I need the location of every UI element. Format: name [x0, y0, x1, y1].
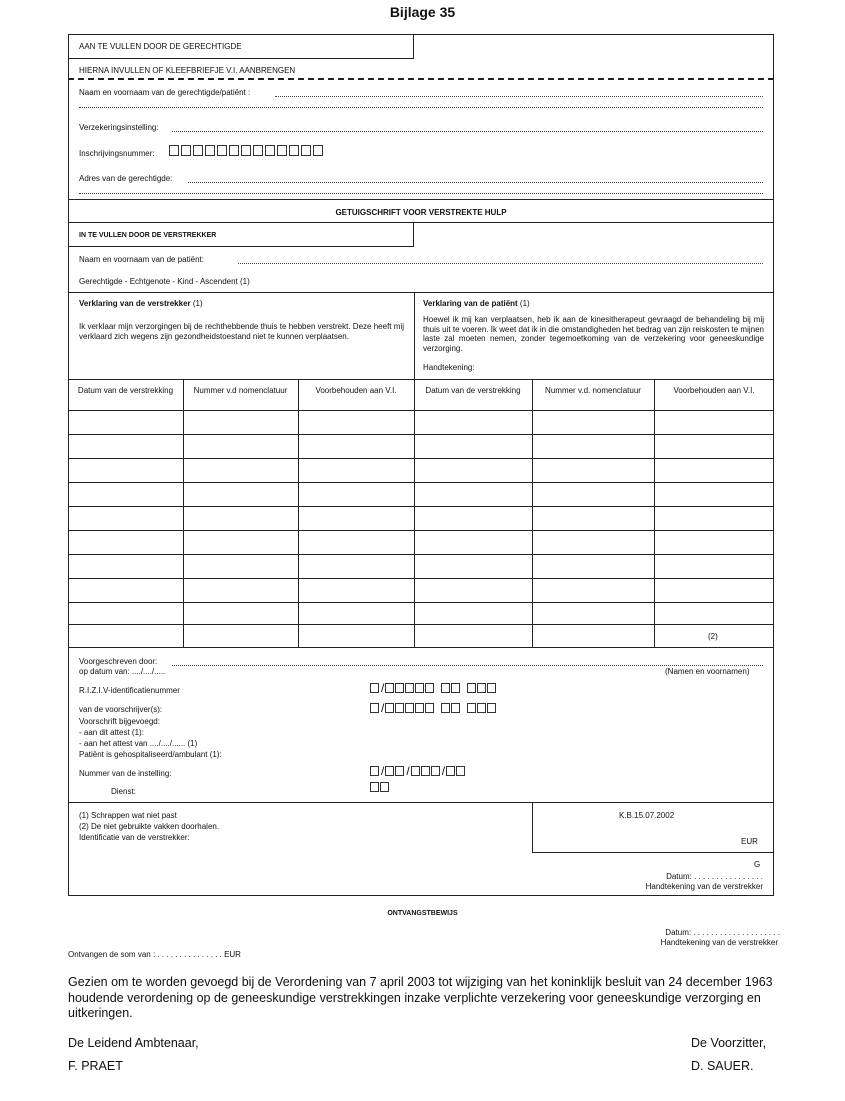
registration-number-boxes[interactable] [169, 145, 325, 156]
table-row[interactable] [68, 458, 774, 459]
prescribed-by-label: Voorgeschreven door: [79, 657, 158, 666]
right-signatory-role: De Voorzitter, [691, 1036, 767, 1050]
provider-identification-label: Identificatie van de verstrekker: [79, 833, 190, 842]
prescriber-number-boxes[interactable]: / [370, 701, 497, 715]
received-sum-label: Ontvangen de som van : . . . . . . . . . . . . . . . EUR [68, 950, 241, 959]
table-row[interactable] [68, 434, 774, 435]
table-row[interactable] [68, 482, 774, 483]
decree-text: Gezien om te worden gevoegd bij de Verordening van 7 april 2003 tot wijziging van het koninklijk besluit van 24 december 1963 houdende verordening op de geneeskundige verstrekkingen inzake verplichte verzekering voor geneeskundige verzorging en uitkeringen. [68, 975, 773, 1020]
col-header-reserved-1: Voorbehouden aan V.I. [315, 386, 397, 395]
institution-number-boxes[interactable]: / / / [370, 764, 466, 778]
provider-date-label: Datum: . . . . . . . . . . . . . . . . [666, 872, 763, 881]
prescription-date: op datum van: ..../..../..... [79, 667, 166, 676]
table-row[interactable] [68, 624, 774, 625]
certificate-heading: GETUIGSCHRIFT VOOR VERSTREKTE HULP [335, 208, 507, 217]
table-row[interactable] [68, 554, 774, 555]
prescribed-by-field[interactable] [172, 665, 763, 666]
royal-decree-ref: K.B.15.07.2002 [619, 811, 675, 820]
beneficiary-name-field[interactable] [275, 96, 763, 97]
service-number-boxes[interactable] [370, 782, 390, 792]
patient-name-field[interactable] [238, 263, 763, 264]
sticker-dashed-border [68, 78, 774, 80]
insurer-field[interactable] [172, 131, 763, 132]
col-header-date-2: Datum van de verstrekking [425, 386, 521, 395]
prescription-attached-label: Voorschrift bijgevoegd: [79, 717, 160, 726]
insurer-label: Verzekeringsinstelling: [79, 123, 159, 132]
right-signatory-name: D. SAUER. [691, 1059, 754, 1073]
left-signatory-role: De Leidend Ambtenaar, [68, 1036, 199, 1050]
receipt-signature-label: Handtekening van de verstrekker [660, 938, 778, 947]
col-header-reserved-2: Voorbehouden aan V.I. [673, 386, 755, 395]
receipt-date-label: Datum: . . . . . . . . . . . . . . . . . . . . [665, 928, 780, 937]
address-field[interactable] [188, 182, 763, 183]
beneficiary-tab-label: AAN TE VULLEN DOOR DE GERECHTIGDE [79, 42, 242, 51]
riziv-label: R.I.Z.I.V-identificatienummer [79, 686, 180, 695]
registration-label: Inschrijvingsnummer: [79, 149, 155, 158]
beneficiary-name-label: Naam en voornaam van de gerechtigde/patiënt : [79, 88, 251, 97]
sticker-label: HIERNA INVULLEN OF KLEEFBRIEFJE V.I. AANBRENGEN [79, 66, 296, 75]
col-header-date-1: Datum van de verstrekking [77, 386, 174, 395]
provider-declaration-text: Ik verklaar mijn verzorgingen bij de rechthebbende thuis te hebben verstrekt. Deze heeft mij verklaard zich wegens zijn gezondheidstoestand niet te kunnen verplaatsen. [79, 322, 404, 341]
service-label: Dienst: [111, 787, 136, 796]
table-row[interactable] [68, 530, 774, 531]
table-row[interactable] [68, 410, 774, 411]
institution-number-label: Nummer van de instelling: [79, 769, 172, 778]
relation-line: Gerechtigde - Echtgenote - Kind - Ascendent (1) [79, 277, 250, 286]
beneficiary-name-field-2[interactable] [79, 107, 763, 108]
footnote-2: (2) De niet gebruikte vakken doorhalen. [79, 822, 220, 831]
riziv-number-boxes[interactable]: / [370, 681, 497, 695]
patient-name-label: Naam en voornaam van de patiënt: [79, 255, 204, 264]
provider-signature-label: Handtekening van de verstrekker [645, 882, 763, 891]
patient-declaration-text: Hoewel ik mij kan verplaatsen, heb ik aan de kinesitherapeut gevraagd de behandeling bij mij thuis uit te voeren. Ik weet dat ik in die omstandigheden het bedrag van zijn reiskosten te mijnen laste zal moeten nemen, zonder tegemoetkoming van de verzekering voor geneeskundige verzorging. [423, 315, 764, 353]
col-header-nomenclature-2: Nummer v.d. nomenclatuur [545, 386, 641, 395]
hospitalisation-label: Patiënt is gehospitaliseerd/ambulant (1): [79, 750, 222, 759]
left-signatory-name: F. PRAET [68, 1059, 123, 1073]
prescription-attached-option-2: - aan het attest van ..../..../...... (1) [79, 739, 198, 748]
table-row[interactable] [68, 578, 774, 579]
footnote-1: (1) Schrappen wat niet past [79, 811, 177, 820]
names-note: (Namen en voornamen) [665, 667, 750, 676]
provider-declaration-title: Verklaring van de verstrekker (1) [79, 299, 203, 308]
address-label: Adres van de gerechtigde: [79, 174, 173, 183]
g-mark: G [754, 860, 761, 869]
patient-declaration-title: Verklaring van de patiënt (1) [423, 299, 530, 308]
prescriber-label: van de voorschrijver(s): [79, 705, 163, 714]
table-footnote-marker: (2) [708, 632, 718, 641]
col-header-nomenclature-1: Nummer v.d nomenclatuur [193, 386, 288, 395]
patient-signature-label: Handtekening: [423, 363, 475, 372]
receipt-title: ONTVANGSTBEWIJS [387, 910, 458, 917]
currency-label: EUR [741, 837, 758, 846]
provider-tab-label: IN TE VULLEN DOOR DE VERSTREKKER [79, 232, 217, 239]
prescription-attached-option-1: - aan dit attest (1): [79, 728, 144, 737]
page-title: Bijlage 35 [389, 4, 456, 20]
address-field-2[interactable] [79, 193, 763, 194]
table-row[interactable] [68, 602, 774, 603]
table-row[interactable] [68, 506, 774, 507]
